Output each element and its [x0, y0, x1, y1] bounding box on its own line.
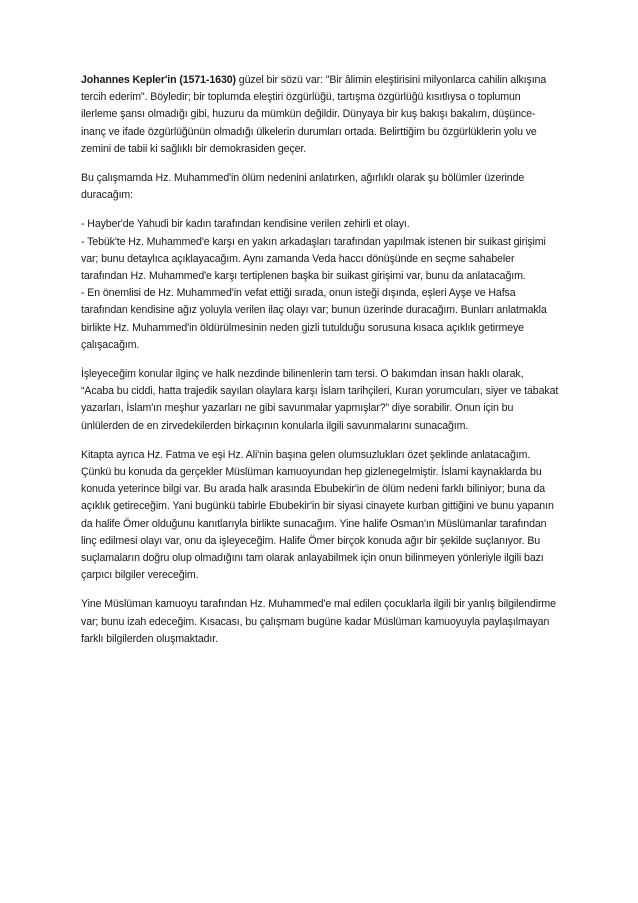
paragraph-defenses: İşleyeceğim konular ilginç ve halk nezdinde bilinenlerin tam tersi. O bakımdan insan haklı olarak, “Acaba bu ciddi, hatta trajedik sayılan olaylara karşı İslam tarihçileri, Kuran yorumcuları, siyer ve tabakat yazarları, İslam'ın meşhur yazarları ne gibi savunmalar yapmışlar?” diye sorabilir. Onun için bu ünlülerden de en zirvedekilerden birkaçının konularla ilgili savunmalarını sunacağım. — [81, 368, 559, 432]
intro-text: güzel bir sözü var: "Bir âlimin eleştirisini milyonlarca cahilin alkışına tercih ederim". Böyledir; bir toplumda eleştiri özgürlüğü, tartışma özgürlüğü kısıtlıysa o toplumun ilerleme şansı olmadığı gibi, huzuru da mümkün değildir. Dünyaya bir kuş bakışı bakalım, düşünce-inanç ve ifade özgürlüğünün olmadığı ülkelerin durumları ortada. Belirttiğim bu özgürlüklerin yolu ve zemini de tabii ki sağlıklı bir demokrasiden geçer. — [81, 74, 547, 155]
paragraph-fatma-ali: Kitapta ayrıca Hz. Fatma ve eşi Hz. Ali'nin başına gelen olumsuzlukları özet şeklinde anlatacağım. Çünkü bu konuda da gerçekler Müslüman kamuoyundan hep gizlenegelmiştir. İslami kaynaklarda bu konuda yeterince bilgi var. Bu arada halk arasında Ebubekir'in de ölüm nedeni farklı biliniyor; buna da açıklık getireceğim. Yani bugünkü tabirle Ebubekir'in bir siyasi cinayete kurban gittiğini ve bunu yapanın da halife Ömer olduğunu kanıtlarıyla birlikte sunacağım. Yine halife Osman'ın Müslümanlar tarafından linç edilmesi olayı var, onu da işleyeceğim. Halife Ömer birçok konuda ağır bir şekilde suçlanıyor. Bu suçlamaların doğru olup olmadığını tam olarak anlayabilmek için onun bilinmeyen yönleriyle ilgili bazı çarpıcı bilgiler vereceğim. — [81, 448, 554, 582]
intro-lead-bold: Johannes Kepler'in (1571-1630) — [81, 74, 236, 86]
paragraph-sections-intro: Bu çalışmamda Hz. Muhammed'in ölüm nedenini anlatırken, ağırlıklı olarak şu bölümler üzerinde duracağım: — [81, 172, 525, 202]
paragraph-children: Yine Müslüman kamuoyu tarafından Hz. Muhammed'e mal edilen çocuklarla ilgili bir yanlış bilgilendirme var; bunu izah edeceğim. Kısacası, bu çalışmam bugüne kadar Müslüman kamuoyuyla paylaşılmayan farklı bilgilerden oluşmaktadır. — [81, 598, 556, 645]
intro-paragraph — [81, 72, 559, 158]
document-body — [81, 72, 559, 660]
paragraph-topic-list: - Hayber'de Yahudi bir kadın tarafından kendisine verilen zehirli et olayı. - Tebük'te Hz. Muhammed'e karşı en yakın arkadaşları tarafından yapılmak istenen bir suikast girişimi var; bunu detaylıca açıklayacağım. Aynı zamanda Veda haccı dönüşünde en seçme sahabeler tarafından Hz. Muhammed'e karşı tertiplenen başka bir suikast girişimi var, bunu da anlatacağım. - En önemlisi de Hz. Muhammed'in vefat ettiği sırada, onun isteği dışında, eşleri Ayşe ve Hafsa tarafından kendisine ağız yoluyla verilen ilaç olayı var; bunun üzerinde duracağım. Bunları anlatmakla birlikte Hz. Muhammed'in öldürülmesinin neden gizli tutulduğu sorusuna kısaca açıklık getirmeye çalışacağım. — [81, 218, 547, 351]
